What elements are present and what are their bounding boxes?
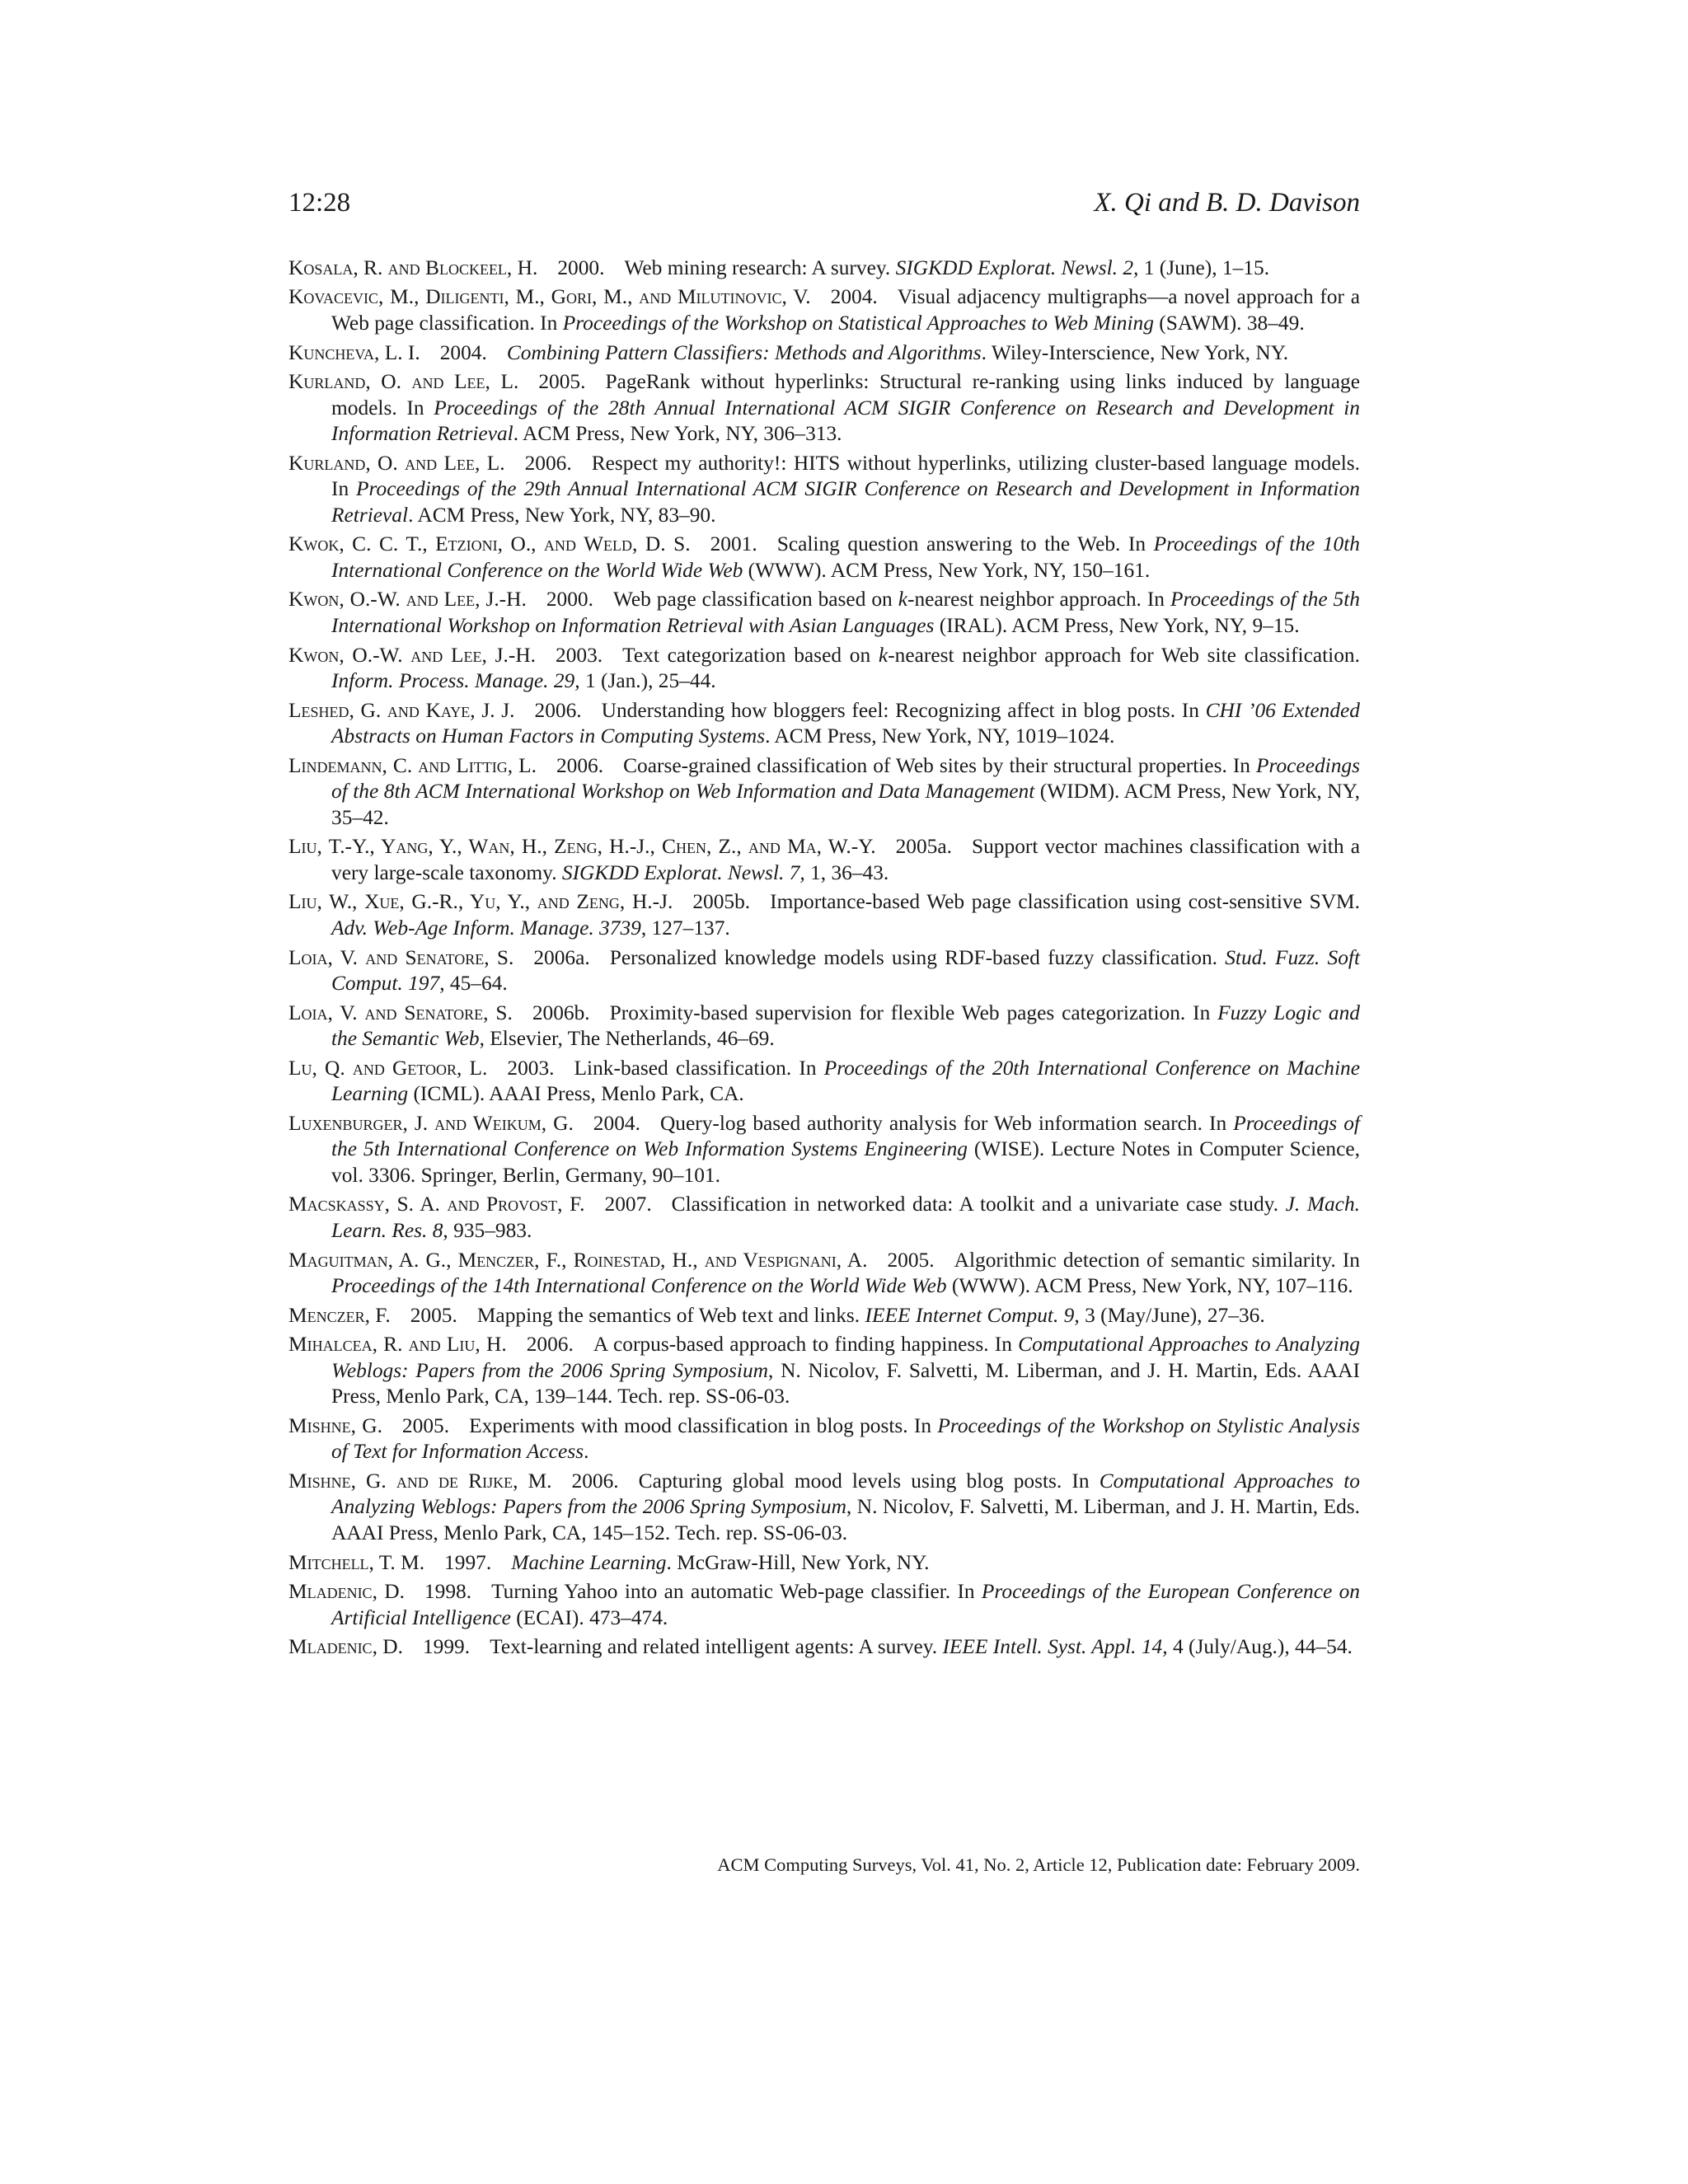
reference-authors: Kurland, O. and Lee, L. [288, 370, 519, 394]
reference-year: 2005a. [895, 835, 952, 859]
reference-entry [288, 643, 1360, 695]
reference-entry [288, 1469, 1360, 1547]
reference-year: 2005b. [692, 890, 751, 914]
reference-entry [288, 753, 1360, 832]
reference-year: 2006. [571, 1469, 619, 1493]
reference-entry [288, 1579, 1360, 1631]
reference-entry [288, 945, 1360, 997]
reference-authors: Kwon, O.-W. and Lee, J.-H. [288, 643, 537, 667]
reference-text: (ECAI). 473–474. [510, 1605, 668, 1629]
reference-text: . [584, 1440, 589, 1464]
reference-year: 2000. [546, 588, 593, 612]
reference-text: (WIDM). ACM Press, New York, NY, 35–42. [331, 780, 1360, 829]
reference-authors: Menczer, F. [288, 1303, 391, 1327]
reference-entry [288, 1303, 1360, 1329]
reference-italic-text: Combining Pattern Classifiers: Methods and Algorithms [506, 340, 982, 364]
reference-text: A corpus-based approach to finding happiness. In [593, 1333, 1019, 1357]
reference-authors: Maguitman, A. G., Menczer, F., Roinestad, H., and Vespignani, A. [288, 1248, 868, 1272]
reference-italic-text: Proceedings of the European Conference on Artificial Intelligence [331, 1579, 1360, 1629]
reference-text: . ACM Press, New York, NY, 83–90. [408, 503, 716, 527]
reference-authors: Kurland, O. and Lee, L. [288, 451, 505, 475]
reference-entry [288, 1111, 1360, 1189]
reference-entry [288, 587, 1360, 639]
reference-text: Web page classification based on [612, 588, 898, 612]
reference-text: Web mining research: A survey. [624, 256, 896, 279]
reference-year: 2006. [524, 451, 572, 475]
reference-text: 1 (Jan.), 25–44. [579, 669, 716, 693]
reference-entry [288, 451, 1360, 529]
reference-text: 4 (July/Aug.), 44–54. [1167, 1635, 1353, 1659]
reference-authors: Kovacevic, M., Diligenti, M., Gori, M., and Milutinovic, V. [288, 285, 811, 309]
reference-authors: Liu, W., Xue, G.-R., Yu, Y., and Zeng, H.-J. [288, 890, 673, 914]
reference-year: 2003. [556, 643, 603, 667]
reference-text: (WWW). ACM Press, New York, NY, 107–116. [946, 1274, 1353, 1298]
reference-text: , 935–983. [443, 1219, 532, 1243]
reference-text: Proximity-based supervision for flexible Web pages categorization. In [609, 1001, 1218, 1024]
reference-text: -nearest neighbor approach. In [907, 588, 1170, 612]
reference-text: , N. Nicolov, F. Salvetti, M. Liberman, and J. H. Martin, Eds. AAAI Press, Menlo Park, CA, 145–152. Tech. rep. SS-06-03. [331, 1495, 1360, 1545]
reference-entry [288, 1332, 1360, 1410]
running-head-authors: X. Qi and B. D. Davison [1094, 188, 1360, 218]
reference-entry [288, 1550, 1360, 1577]
reference-text: , Elsevier, The Netherlands, 46–69. [479, 1027, 775, 1051]
reference-entry [288, 834, 1360, 886]
reference-year: 2005. [410, 1303, 457, 1327]
reference-entry [288, 889, 1360, 941]
reference-text: PageRank without hyperlinks: Structural re-ranking using links induced by language models. In [331, 370, 1360, 419]
reference-italic-text: Proceedings of the 28th Annual International ACM SIGIR Conference on Research and Development in Information Retrieval [331, 396, 1360, 446]
reference-text: 1, 36–43. [804, 860, 889, 884]
reference-authors: Mishne, G. and de Rijke, M. [288, 1469, 552, 1493]
reference-entry [288, 1413, 1360, 1465]
reference-year: 1998. [424, 1579, 472, 1603]
reference-text: (SAWM). 38–49. [1153, 312, 1305, 335]
reference-year: 2004. [439, 340, 487, 364]
reference-authors: Leshed, G. and Kaye, J. J. [288, 698, 515, 722]
page-number: 12:28 [288, 188, 351, 218]
reference-text: 3 (May/June), 27–36. [1079, 1303, 1265, 1327]
reference-text: Scaling question answering to the Web. In [776, 532, 1154, 556]
reference-authors: Mihalcea, R. and Liu, H. [288, 1333, 507, 1357]
reference-italic-text: SIGKDD Explorat. Newsl. 7, [561, 860, 805, 884]
reference-year: 1997. [444, 1550, 492, 1574]
reference-year: 2005. [538, 370, 586, 394]
reference-entry [288, 1001, 1360, 1052]
reference-year: 2005. [887, 1248, 935, 1272]
reference-text: Link-based classification. In [574, 1056, 824, 1080]
reference-italic-text: Proceedings of the 10th International Conference on the World Wide Web [331, 532, 1360, 582]
reference-italic-text: Proceedings of the 29th Annual International ACM SIGIR Conference on Research and Development in Information Retrieval [331, 477, 1360, 527]
reference-italic-text: Machine Learning [511, 1550, 667, 1574]
reference-text: Coarse-grained classification of Web sites by their structural properties. In [623, 753, 1257, 777]
reference-italic-text: J. Mach. Learn. Res. 8 [331, 1193, 1360, 1243]
reference-italic-text: IEEE Intell. Syst. Appl. 14, [942, 1635, 1168, 1659]
reference-text: Experiments with mood classification in blog posts. In [469, 1413, 938, 1437]
reference-authors: Mladenic, D. [288, 1635, 403, 1659]
reference-italic-text: k [878, 643, 889, 667]
reference-text: . ACM Press, New York, NY, 306–313. [513, 422, 842, 446]
reference-authors: Kwok, C. C. T., Etzioni, O., and Weld, D. S. [288, 532, 691, 556]
reference-entry [288, 1192, 1360, 1244]
reference-italic-text: Proceedings of the 20th International Conference on Machine Learning [331, 1056, 1360, 1106]
reference-year: 2006a. [533, 945, 590, 969]
reference-entry [288, 340, 1360, 367]
reference-text: Mapping the semantics of Web text and links. [476, 1303, 865, 1327]
reference-text: , N. Nicolov, F. Salvetti, M. Liberman, and J. H. Martin, Eds. AAAI Press, Menlo Park, CA, 139–144. Tech. rep. SS-06-03. [331, 1358, 1360, 1408]
reference-entry [288, 532, 1360, 583]
reference-text: , 127–137. [640, 916, 730, 940]
reference-year: 1999. [422, 1635, 471, 1659]
reference-text: Understanding how bloggers feel: Recognizing affect in blog posts. In [601, 698, 1206, 722]
reference-year: 2004. [593, 1111, 640, 1135]
reference-year: 2001. [710, 532, 757, 556]
reference-text: Capturing global mood levels using blog posts. In [638, 1469, 1100, 1493]
reference-entry [288, 284, 1360, 336]
reference-year: 2003. [507, 1056, 555, 1080]
reference-authors: Lu, Q. and Getoor, L. [288, 1056, 488, 1080]
reference-authors: Loia, V. and Senatore, S. [288, 1001, 513, 1024]
reference-italic-text: k [898, 588, 907, 612]
reference-text: Text-learning and related intelligent agents: A survey. [490, 1635, 943, 1659]
reference-italic-text: Proceedings of the Workshop on Statistical Approaches to Web Mining [562, 312, 1154, 335]
reference-list [288, 255, 1360, 1664]
reference-italic-text: Adv. Web-Age Inform. Manage. 3739 [331, 916, 641, 940]
reference-text: (WWW). ACM Press, New York, NY, 150–161. [743, 558, 1151, 582]
reference-text: -nearest neighbor approach for Web site classification. [888, 643, 1360, 667]
reference-italic-text: Inform. Process. Manage. 29, [331, 669, 580, 693]
reference-authors: Mladenic, D. [288, 1579, 405, 1603]
reference-authors: Luxenburger, J. and Weikum, G. [288, 1111, 574, 1135]
reference-italic-text: Proceedings of the Workshop on Stylistic Analysis of Text for Information Access [331, 1413, 1360, 1464]
reference-italic-text: Proceedings of the 5th International Workshop on Information Retrieval with Asian Languages [331, 588, 1360, 638]
reference-year: 2006. [534, 698, 582, 722]
reference-authors: Loia, V. and Senatore, S. [288, 945, 514, 969]
reference-italic-text: CHI ’06 Extended Abstracts on Human Factors in Computing Systems [331, 698, 1360, 748]
reference-year: 2000. [557, 256, 605, 279]
reference-text: , 45–64. [439, 972, 508, 996]
reference-italic-text: Proceedings of the 5th International Conference on Web Information Systems Engineering [331, 1111, 1360, 1161]
page-header [288, 188, 1360, 229]
reference-authors: Kosala, R. and Blockeel, H. [288, 256, 538, 279]
reference-text: Importance-based Web page classification using cost-sensitive SVM. [770, 890, 1360, 914]
reference-entry [288, 369, 1360, 448]
reference-text: Personalized knowledge models using RDF-based fuzzy classification. [609, 945, 1226, 969]
reference-text: Classification in networked data: A toolkit and a univariate case study. [671, 1193, 1286, 1216]
reference-italic-text: Computational Approaches to Analyzing Weblogs: Papers from the 2006 Spring Symposium [331, 1469, 1360, 1519]
reference-text: . Wiley-Interscience, New York, NY. [981, 340, 1289, 364]
reference-text: Support vector machines classification with a very large-scale taxonomy. [331, 835, 1361, 884]
reference-italic-text: SIGKDD Explorat. Newsl. 2, [895, 256, 1139, 279]
reference-authors: Liu, T.-Y., Yang, Y., Wan, H., Zeng, H.-J., Chen, Z., and Ma, W.-Y. [288, 835, 876, 859]
reference-authors: Mitchell, T. M. [288, 1550, 425, 1574]
journal-footer: ACM Computing Surveys, Vol. 41, No. 2, Article 12, Publication date: February 2009. [717, 1854, 1360, 1875]
reference-year: 2006. [526, 1333, 574, 1357]
reference-text: (IRAL). ACM Press, New York, NY, 9–15. [934, 614, 1300, 638]
reference-entry [288, 255, 1360, 282]
reference-text: Query-log based authority analysis for Web information search. In [659, 1111, 1234, 1135]
reference-text: Algorithmic detection of semantic similarity. In [954, 1248, 1360, 1272]
reference-year: 2006. [556, 753, 604, 777]
reference-text: Turning Yahoo into an automatic Web-page classifier. In [491, 1579, 982, 1603]
reference-authors: Kuncheva, L. I. [288, 340, 420, 364]
reference-year: 2007. [604, 1193, 652, 1216]
reference-italic-text: Stud. Fuzz. Soft Comput. 197 [331, 945, 1361, 996]
reference-italic-text: Fuzzy Logic and the Semantic Web [331, 1001, 1360, 1051]
reference-text: . McGraw-Hill, New York, NY. [666, 1550, 930, 1574]
reference-text: (ICML). AAAI Press, Menlo Park, CA. [408, 1082, 744, 1106]
reference-year: 2006b. [532, 1001, 590, 1024]
reference-italic-text: Computational Approaches to Analyzing Weblogs: Papers from the 2006 Spring Symposium [331, 1333, 1360, 1382]
reference-entry [288, 1634, 1360, 1661]
reference-authors: Lindemann, C. and Littig, L. [288, 753, 537, 777]
reference-year: 2005. [401, 1413, 450, 1437]
reference-italic-text: Proceedings of the 14th International Conference on the World Wide Web [331, 1274, 947, 1298]
reference-entry [288, 1248, 1360, 1300]
reference-italic-text: IEEE Internet Comput. 9, [865, 1303, 1080, 1327]
reference-year: 2004. [830, 285, 878, 309]
reference-entry [288, 1056, 1360, 1108]
reference-authors: Mishne, G. [288, 1413, 382, 1437]
reference-entry [288, 698, 1360, 750]
reference-text: Visual adjacency multigraphs—a novel approach for a Web page classification. In [331, 285, 1361, 335]
reference-text: 1 (June), 1–15. [1138, 256, 1270, 279]
reference-text: Respect my authority!: HITS without hyperlinks, utilizing cluster-based language models. In [331, 451, 1360, 501]
reference-text: (WISE). Lecture Notes in Computer Science, vol. 3306. Springer, Berlin, Germany, 90–101. [331, 1137, 1360, 1187]
reference-authors: Macskassy, S. A. and Provost, F. [288, 1193, 585, 1216]
reference-italic-text: Proceedings of the 8th ACM International Workshop on Web Information and Data Management [331, 753, 1360, 804]
reference-text: . ACM Press, New York, NY, 1019–1024. [765, 724, 1115, 748]
reference-authors: Kwon, O.-W. and Lee, J.-H. [288, 588, 527, 612]
reference-text: Text categorization based on [622, 643, 879, 667]
